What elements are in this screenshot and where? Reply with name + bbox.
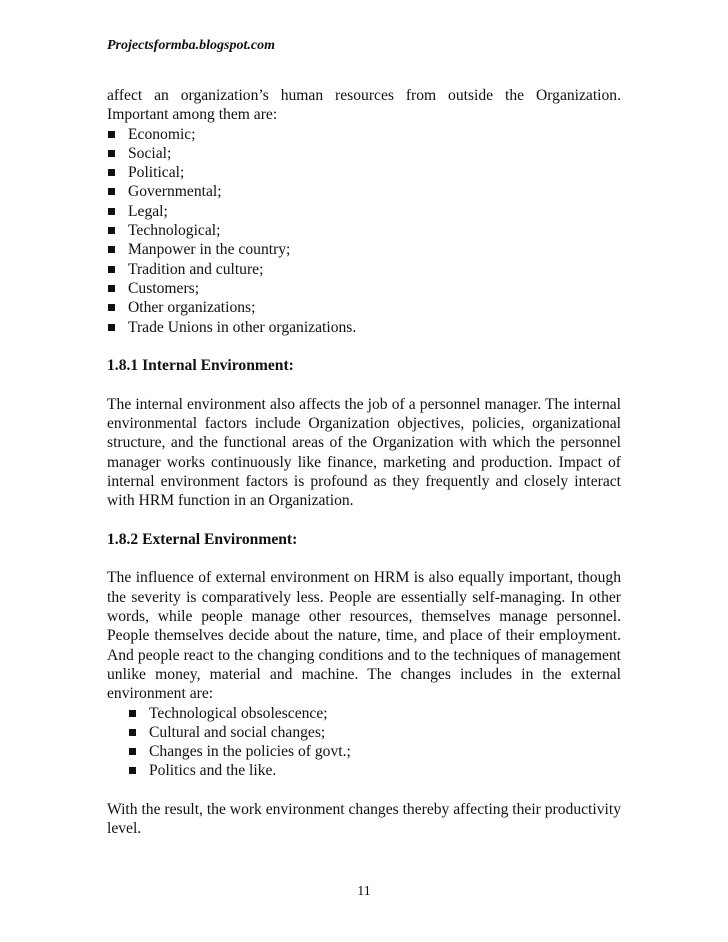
list-item-text: Technological obsolescence; [149,704,328,722]
list-item-text: Politics and the like. [149,762,277,780]
square-bullet-icon [108,188,115,195]
square-bullet-icon [108,266,115,273]
list-item [107,202,621,221]
list-item-text: Manpower in the country; [128,241,291,259]
page-content [107,86,621,839]
intro-paragraph: affect an organization’s human resources from outside the Organization. Important among them are: [107,87,621,124]
list-item-text: Cultural and social changes; [149,723,326,741]
list-item-text: Political; [128,164,185,182]
list-item [107,279,621,298]
list-item-text: Other organizations; [128,299,256,317]
spacer [107,511,621,530]
square-bullet-icon [108,324,115,331]
list-item [107,221,621,240]
square-bullet-icon [129,729,136,736]
spacer [107,337,621,356]
external-environment-heading: 1.8.2 External Environment: [107,530,298,548]
list-item-text: Governmental; [128,183,222,201]
list-item [107,298,621,317]
spacer [107,549,621,568]
square-bullet-icon [108,169,115,176]
external-factors-list [107,125,621,337]
list-item [107,318,621,337]
list-item-text: Tradition and culture; [128,260,264,278]
list-item-text: Social; [128,144,172,162]
square-bullet-icon [129,767,136,774]
external-environment-paragraph: The influence of external environment on HRM is also equally important, though the severity is comparatively less. People are essentially self-managing. In other words, while people manage other resources, themselves manage personnel. People themselves decide about the nature, time, and place of their employment. And people react to the changing conditions and to the techniques of management unlike money, material and machine. The changes includes in the external environment are: [107,569,621,703]
square-bullet-icon [108,227,115,234]
list-item [107,163,621,182]
list-item [107,144,621,163]
internal-environment-paragraph: The internal environment also affects the job of a personnel manager. The internal environmental factors include Organization objectives, policies, organizational structure, and the functional areas of the Organization with which the personnel manager works continuously like finance, marketing and production. Impact of internal environment factors is profound as they frequently and closely interact with HRM function in an Organization. [107,395,621,510]
list-item [107,125,621,144]
list-item-text: Legal; [128,202,168,220]
list-item [107,704,621,723]
page-number: 11 [357,884,371,899]
square-bullet-icon [108,285,115,292]
list-item-text: Trade Unions in other organizations. [128,318,357,336]
page-header: Projectsformba.blogspot.com [107,38,275,53]
conclusion-paragraph: With the result, the work environment changes thereby affecting their productivity level. [107,800,621,838]
list-item [107,260,621,279]
square-bullet-icon [129,710,136,717]
external-changes-list [107,704,621,781]
list-item [107,742,621,761]
square-bullet-icon [129,748,136,755]
list-item-text: Technological; [128,222,221,240]
square-bullet-icon [108,131,115,138]
square-bullet-icon [108,208,115,215]
list-item-text: Changes in the policies of govt.; [149,743,351,761]
internal-environment-heading: 1.8.1 Internal Environment: [107,357,294,375]
list-item [107,182,621,201]
square-bullet-icon [108,150,115,157]
list-item [107,240,621,259]
spacer [107,375,621,394]
list-item [107,723,621,742]
spacer [107,781,621,800]
list-item [107,761,621,780]
list-item-text: Customers; [128,279,200,297]
square-bullet-icon [108,246,115,253]
square-bullet-icon [108,304,115,311]
list-item-text: Economic; [128,125,196,143]
